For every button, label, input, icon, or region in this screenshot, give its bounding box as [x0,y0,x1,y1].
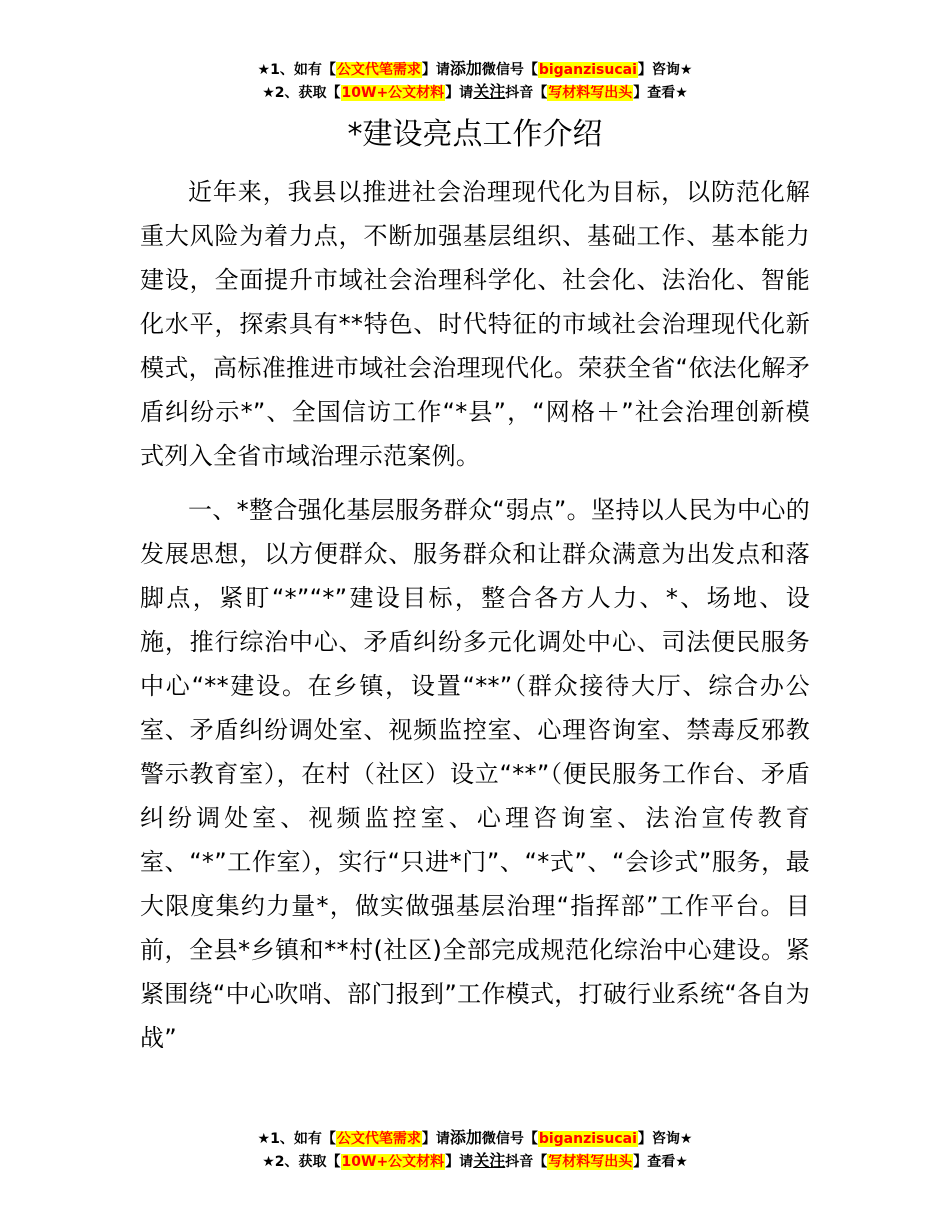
header-banner [0,58,950,104]
banner-text: 】请 [445,85,474,101]
document-body [140,170,810,1070]
banner-highlight: 写材料写出头 [548,1154,633,1170]
banner-text: ★1、如有【 [257,62,336,78]
banner-text: 】请 [421,1131,450,1147]
banner-line-1 [0,58,950,81]
banner-text: 】查看★ [633,85,688,101]
paragraph-intro: 近年来，我县以推进社会治理现代化为目标，以防范化解重大风险为着力点，不断加强基层组织、基础工作、基本能力建设，全面提升市域社会治理科学化、社会化、法治化、智能化水平，探索具有**特色、时代特征的市域社会治理现代化新模式，高标准推进市域社会治理现代化。荣获全省“依法化解矛盾纠纷示*”、全国信访工作“*县”，“网格＋”社会治理创新模式列入全省市域治理示范案例。 [140,178,810,470]
paragraph-section-1: 一、*整合强化基层服务群众“弱点”。坚持以人民为中心的发展思想，以方便群众、服务群众和让群众满意为出发点和落脚点，紧盯“*”“*”建设目标，整合各方人力、*、场地、设施，推行综治中心、矛盾纠纷多元化调处中心、司法便民服务中心“**建设。在乡镇，设置“**”（群众接待大厅、综合办公室、矛盾纠纷调处室、视频监控室、心理咨询室、禁毒反邪教警示教育室），在村（社区）设立“**”（便民服务工作台、矛盾纠纷调处室、视频监控室、心理咨询室、法治宣传教育室、“*”工作室），实行“只进*门”、“*式”、“会诊式”服务，最大限度集约力量*，做实做强基层治理“指挥部”工作平台。目前，全县*乡镇和**村(社区)全部完成规范化综治中心建设。紧紧围绕“中心吹哨、部门报到”工作模式，打破行业系统“各自为战” [140,496,810,1052]
banner-highlight: biganzisucai [538,1131,637,1147]
banner-highlight: 10W+公文材料 [341,1154,445,1170]
document-title: *建设亮点工作介绍 [347,117,603,152]
banner-highlight: 10W+公文材料 [341,85,445,101]
banner-line-2 [0,81,950,104]
banner-text: 微信号【 [481,62,538,78]
banner-line-2 [0,1150,950,1173]
banner-text: ★2、获取【 [262,85,341,101]
banner-text: ★2、获取【 [262,1154,341,1170]
banner-emphasis: 添加 [449,1128,482,1147]
banner-highlight: 公文代笔需求 [336,62,421,78]
banner-line-1 [0,1127,950,1150]
banner-text: 】咨询★ [637,1131,693,1147]
banner-text: ★1、如有【 [257,1131,336,1147]
footer-banner [0,1127,950,1173]
banner-highlight: 写材料写出头 [548,85,633,101]
banner-text: 抖音【 [505,1154,548,1170]
banner-highlight: biganzisucai [538,62,637,78]
banner-text: 】查看★ [633,1154,688,1170]
banner-emphasis: 添加 [449,59,482,78]
banner-emphasis: 关注 [473,82,506,101]
banner-highlight: 公文代笔需求 [336,1131,421,1147]
banner-emphasis: 关注 [473,1151,506,1170]
banner-text: 】请 [445,1154,474,1170]
banner-text: 】咨询★ [637,62,693,78]
banner-text: 微信号【 [481,1131,538,1147]
banner-text: 抖音【 [505,85,548,101]
banner-text: 】请 [421,62,450,78]
